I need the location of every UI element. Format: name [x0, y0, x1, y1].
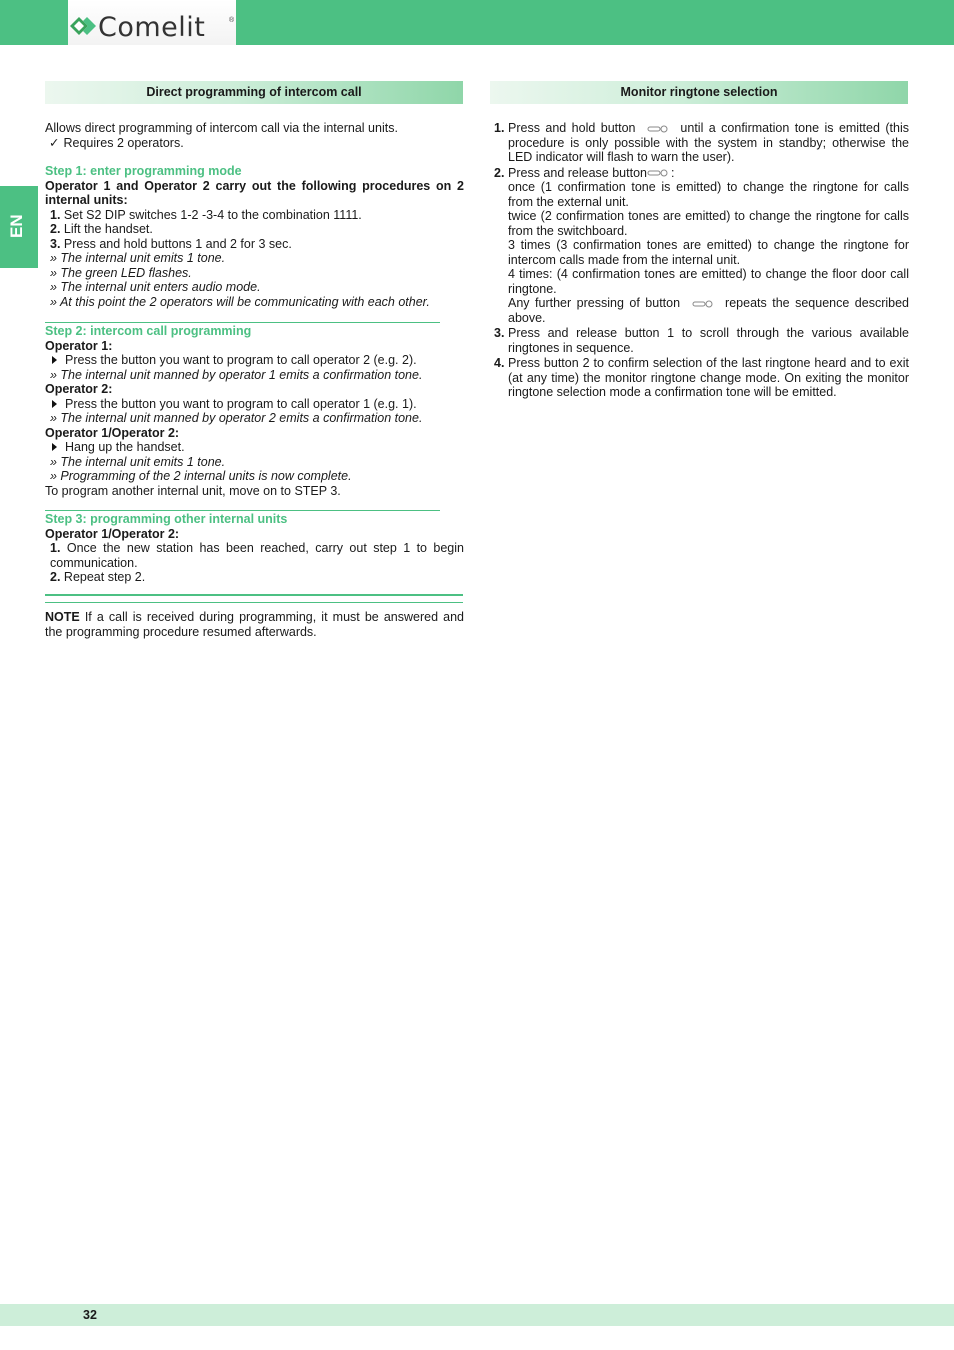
registered-mark: ®: [229, 17, 235, 24]
note-block: [45, 610, 464, 639]
step3-heading: Step 3: programming other internal units: [45, 512, 288, 526]
step2-op12-action: Hang up the handset.: [45, 440, 464, 455]
ringtone-step-4: 4. Press button 2 to confirm selection of the last ringtone heard and to exit (at any time) the monitor ringtone change mode. On exiting the monitor ringtone selection mode a confirmation tone will be emitted.: [494, 356, 909, 399]
ringtone-option-4times: 4 times: (4 confirmation tones are emitted) to change the floor door call ringtone.: [508, 267, 909, 296]
logo-mark-icon: [70, 17, 96, 35]
step3-block: [45, 512, 464, 585]
divider-step3: [45, 510, 440, 511]
ringtone-button-icon: [647, 125, 669, 133]
step2-next: To program another internal unit, move on to STEP 3.: [45, 483, 341, 498]
ringtone-option-3times: 3 times (3 confirmation tones are emitted) to change the ringtone for intercom calls made from the internal unit.: [508, 238, 909, 267]
step1-result-1: » The internal unit emits 1 tone.: [50, 251, 226, 265]
right-section-title: Monitor ringtone selection: [490, 81, 908, 104]
note-divider-bottom: [45, 602, 463, 603]
step2-operator1: Operator 1:: [45, 338, 113, 353]
comelit-logo: [68, 0, 236, 45]
step2-operator2: Operator 2:: [45, 382, 113, 396]
logo-wordmark: Comelit: [98, 12, 206, 43]
step3-item-2: 2. Repeat step 2.: [50, 570, 146, 584]
divider-step2: [45, 322, 440, 323]
note-divider-top: [45, 594, 463, 596]
bullet-arrow-icon: [52, 443, 57, 451]
step3-item-1: 1. Once the new station has been reached, carry out step 1 to begin communication.: [50, 541, 464, 570]
step1-item-3: 3. Press and hold buttons 1 and 2 for 3 sec.: [50, 236, 292, 251]
footer-bar: [0, 1304, 954, 1326]
ringtone-button-icon: [647, 169, 669, 177]
right-column: [490, 121, 909, 400]
step2-op2-result: » The internal unit manned by operator 2 emits a confirmation tone.: [50, 411, 423, 425]
bullet-arrow-icon: [52, 400, 57, 408]
ringtone-option-once: once (1 confirmation tone is emitted) to change the ringtone for calls from the external unit.: [508, 180, 909, 209]
ringtone-option-twice: twice (2 confirmation tones are emitted) to change the ringtone for calls from the switchboard.: [508, 209, 909, 238]
ringtone-repeat-note: Any further pressing of button repeats the sequence described above.: [508, 296, 909, 325]
step2-operator12: Operator 1/Operator 2:: [45, 425, 180, 440]
step1-item-1: 1. Set S2 DIP switches 1-2 -3-4 to the combination 1111.: [50, 207, 362, 222]
bullet-arrow-icon: [52, 356, 57, 364]
note-text: If a call is received during programming, it must be answered and the programming procedure resumed afterwards.: [45, 610, 464, 639]
check-icon: ✓: [49, 135, 60, 150]
ringtone-step-2: 2. Press and release button : once (1 confirmation tone is emitted) to change the ringtone for calls from the external unit. twice (2 confirmation tones are emitted) to change the ringtone for calls from the switchboard. 3 times (3 confirmation tones are emitted) to change the ringtone for intercom calls made from the internal unit. 4 times: (4 confirmation tones are emitted) to change the floor door call ringtone. Any further pressing of button repeats the sequence described above.: [494, 165, 909, 325]
step3-operator12: Operator 1/Operator 2:: [45, 526, 180, 541]
step2-heading: Step 2: intercom call programming: [45, 324, 252, 338]
page-number: 32: [83, 1308, 97, 1322]
step2-op12-result-2: » Programming of the 2 internal units is now complete.: [50, 469, 352, 483]
step2-op1-action: Press the button you want to program to call operator 2 (e.g. 2).: [45, 353, 464, 368]
language-tab: [0, 186, 38, 268]
step2-op12-result-1: » The internal unit emits 1 tone.: [50, 454, 226, 469]
step2-op2-action: Press the button you want to program to call operator 1 (e.g. 1).: [45, 397, 464, 412]
step2-block: [45, 324, 464, 498]
step1-heading: Step 1: enter programming mode: [45, 164, 242, 178]
ringtone-button-icon: [692, 300, 714, 308]
requires-line: ✓ Requires 2 operators.: [45, 136, 464, 151]
step2-op1-result: » The internal unit manned by operator 1 emits a confirmation tone.: [50, 367, 423, 382]
step1-result-3: » The internal unit enters audio mode.: [50, 280, 261, 294]
ringtone-step-3: 3. Press and release button 1 to scroll through the various available ringtones in sequence.: [494, 326, 909, 355]
step1-item-2: 2. Lift the handset.: [50, 222, 153, 236]
note-label: NOTE: [45, 610, 80, 624]
step1-lead: Operator 1 and Operator 2 carry out the following procedures on 2 internal units:: [45, 178, 464, 207]
left-column: [45, 121, 464, 309]
intro-text: Allows direct programming of intercom call via the internal units.: [45, 121, 398, 135]
language-label: EN: [7, 214, 26, 238]
left-section-title: Direct programming of intercom call: [45, 81, 463, 104]
ringtone-step-1: 1. Press and hold button until a confirmation tone is emitted (this procedure is only possible with the system in standby; otherwise the LED indicator will flash to warn the user).: [494, 121, 909, 164]
step1-result-4: » At this point the 2 operators will be communicating with each other.: [50, 294, 430, 309]
step1-result-2: » The green LED flashes.: [50, 265, 192, 280]
